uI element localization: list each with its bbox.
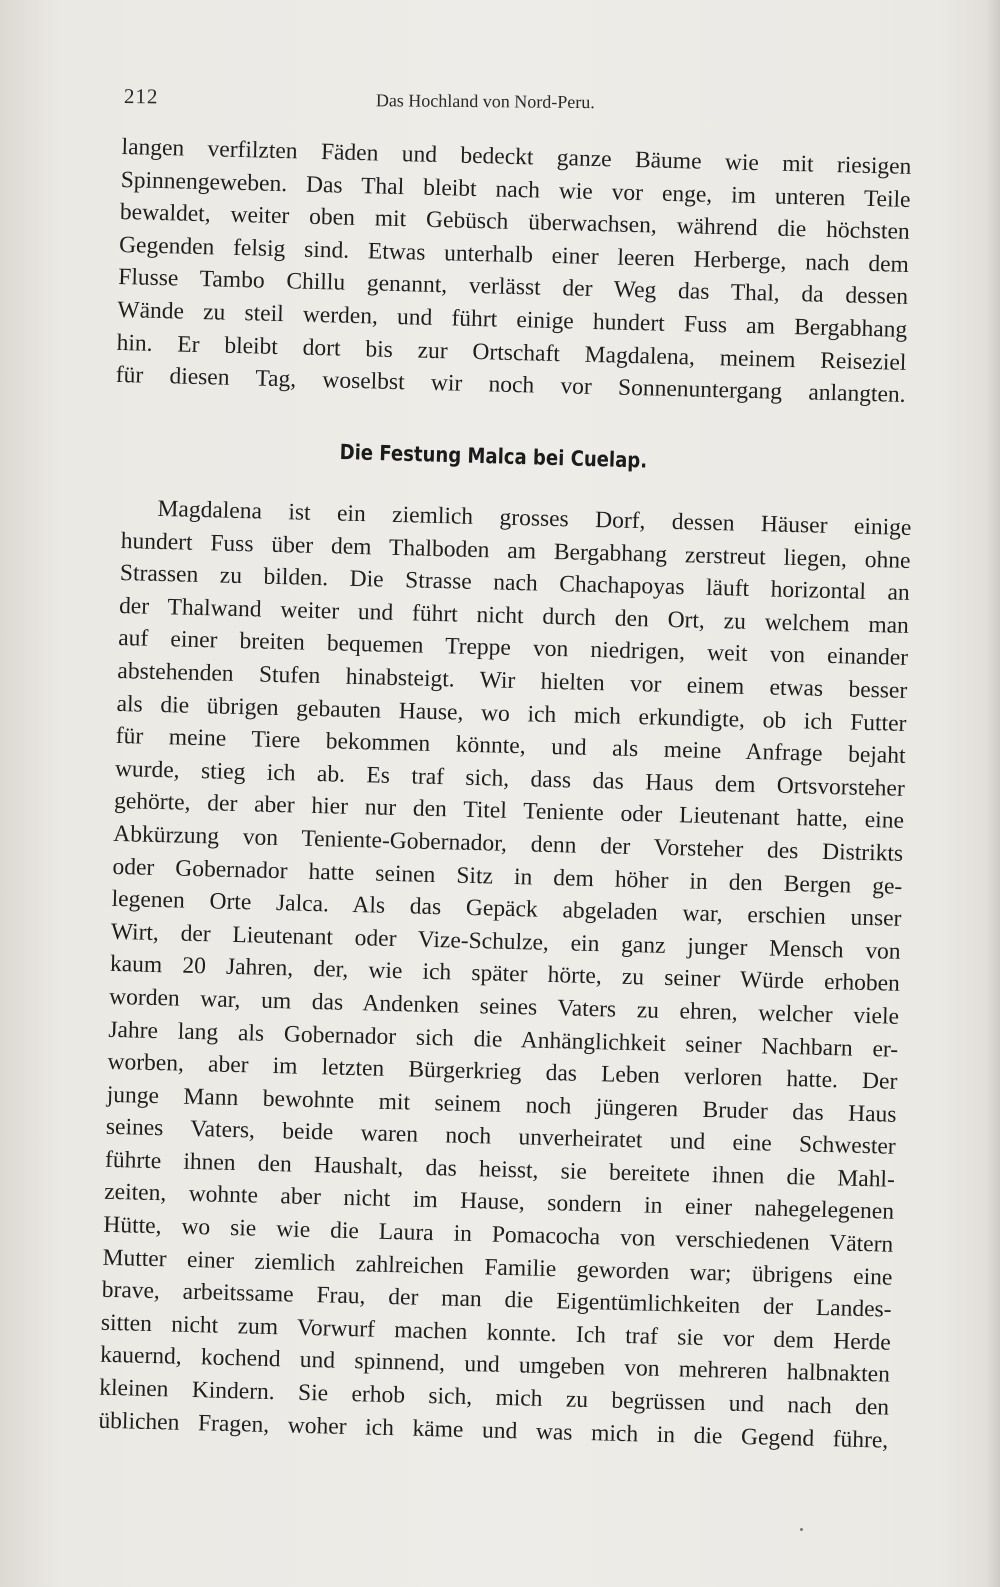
text-line: seines Vaters, beide waren noch unverheiratet und eine Schwester: [105, 1114, 897, 1161]
text-line: Spinnengeweben. Das Thal bleibt nach wie vor enge, im unteren Teile: [120, 166, 911, 213]
text-line: kleinen Kindern. Sie erhob sich, mich zu begrüssen und nach den: [98, 1374, 890, 1421]
text-line: Flusse Tambo Chillu genannt, verlässt der Weg das Thal, da dessen: [117, 264, 909, 311]
text-line: für diesen Tag, woselbst wir noch vor Sonnenuntergang anlangten.: [115, 362, 906, 409]
text-line: der Thalwand weiter und führt nicht durch den Ort, zu welchem man: [118, 592, 910, 639]
text-line: langen verfilzten Fäden und bedeckt ganze Bäume wie mit riesigen: [121, 133, 912, 180]
text-line: Magdalena ist ein ziemlich grosses Dorf, dessen Häuser einige: [157, 495, 912, 541]
text-line: zeiten, wohnte aber nicht im Hause, sondern in einer nahegelegenen: [103, 1179, 895, 1226]
text-line: führte ihnen den Haushalt, das heisst, sie bereitete ihnen die Mahl-: [104, 1146, 896, 1193]
text-line: oder Gobernador hatte seinen Sitz in dem höher in den Bergen ge-: [112, 853, 903, 900]
text-line: als die übrigen gebauten Hause, wo ich mich erkundigte, ob ich Futter: [116, 690, 907, 737]
text-line: gehörte, der aber hier nur den Titel Teniente oder Lieutenant hatte, eine: [113, 788, 905, 835]
text-line: für meine Tiere bekommen könnte, und als meine Anfrage bejaht: [115, 723, 906, 770]
text-line: Wände zu steil werden, und führt einige hundert Fuss am Bergabhang: [117, 296, 908, 343]
text-line: abstehenden Stufen hinabsteigt. Wir hielten vor einem etwas besser: [117, 657, 908, 704]
text-line: bewaldet, weiter oben mit Gebüsch überwachsen, während die höchsten: [119, 199, 911, 246]
text-line: Jahre lang als Gobernador sich die Anhänglichkeit seiner Nachbarn er-: [108, 1016, 899, 1063]
text-line: Strassen zu bilden. Die Strasse nach Chachapoyas läuft horizontal an: [119, 560, 911, 607]
text-line: Hütte, wo sie wie die Laura in Pomacocha von verschiedenen Vätern: [103, 1211, 894, 1258]
text-line: üblichen Fragen, woher ich käme und was mich in die Gegend führe,: [98, 1407, 889, 1454]
text-line: Gegenden felsig sind. Etwas unterhalb einer leeren Herberge, nach dem: [118, 231, 910, 278]
text-line: brave, arbeitssame Frau, der man die Eigentümlichkeiten der Landes-: [101, 1276, 892, 1323]
text-line: kauernd, kochend und spinnend, und umgeben von mehreren halbnakten: [99, 1342, 891, 1389]
paper-speck: [800, 1528, 803, 1531]
text-line: sitten nicht zum Vorwurf machen konnte. Ich traf sie vor dem Herde: [100, 1309, 892, 1356]
text-line: wurde, stieg ich ab. Es traf sich, dass das Haus dem Ortsvorsteher: [114, 755, 906, 802]
text-line: Mutter einer ziemlich zahlreichen Familie geworden war; übrigens eine: [102, 1244, 893, 1291]
text-line: Abkürzung von Teniente-Gobernador, denn der Vorsteher des Distrikts: [113, 820, 904, 867]
text-line: hundert Fuss über dem Thalboden am Bergabhang zerstreut liegen, ohne: [120, 527, 911, 574]
page-number: 212: [123, 84, 159, 109]
section-heading: Die Festung Malca bei Cuelap.: [339, 440, 648, 473]
text-line: auf einer breiten bequemen Treppe von niedrigen, weit von einander: [117, 625, 909, 672]
text-line: Wirt, der Lieutenant oder Vize-Schulze, ein ganz junger Mensch von: [110, 918, 901, 965]
paragraph-2: [98, 492, 912, 1457]
text-line: legenen Orte Jalca. Als das Gepäck abgeladen war, erschien unser: [111, 885, 902, 932]
text-line: worben, aber im letzten Bürgerkrieg das Leben verloren hatte. Der: [107, 1048, 898, 1095]
text-line: junge Mann bewohnte mit seinem noch jüngeren Bruder das Haus: [106, 1081, 897, 1128]
text-line: kaum 20 Jahren, der, wie ich später hörte, zu seiner Würde erhoben: [109, 951, 901, 998]
text-line: hin. Er bleibt dort bis zur Ortschaft Magdalena, meinem Reiseziel: [116, 329, 907, 376]
running-head-title: Das Hochland von Nord-Peru.: [375, 90, 595, 113]
running-head: [124, 84, 664, 119]
text-line: worden war, um das Andenken seines Vaters zu ehren, welcher viele: [108, 983, 900, 1030]
paragraph-1: [115, 131, 911, 412]
